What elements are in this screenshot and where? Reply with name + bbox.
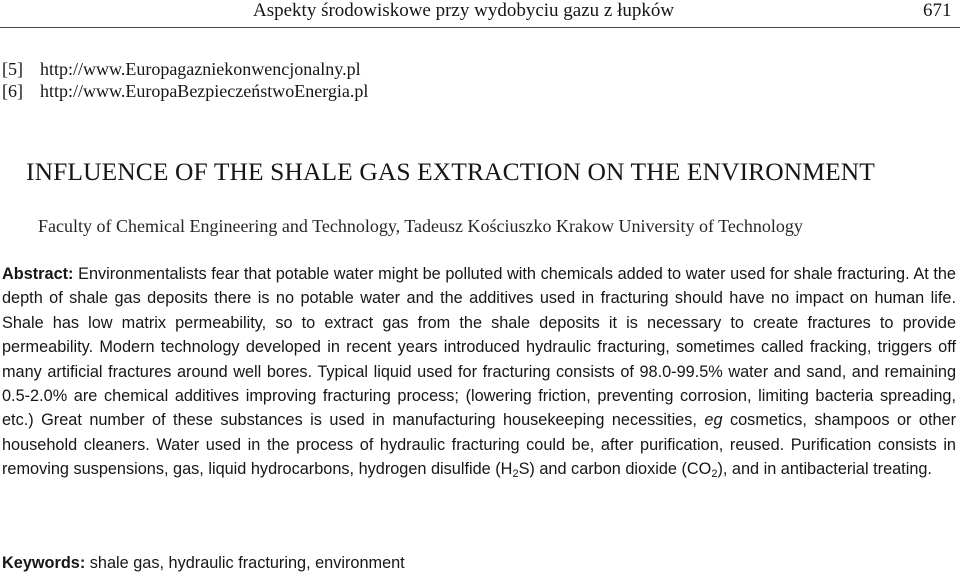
keywords-line [2,552,405,574]
reference-link[interactable]: http://www.EuropaBezpieczeństwoEnergia.pl [40,81,369,101]
subscript: 2 [711,468,718,481]
keywords-label: Keywords: [2,554,86,572]
abstract-text: cosmetics, shampoos or other household cleaners. Water used in the process of hydraulic fracturing could be, after purification, reused. Purification consists in removing suspensions, gas, liquid hydrocarbons, hydrogen disulfide (H [2,411,957,479]
abstract-label: Abstract: [2,265,74,283]
keywords-text: shale gas, hydraulic fracturing, environment [85,554,405,572]
paper-title: INFLUENCE OF THE SHALE GAS EXTRACTION ON THE ENVIRONMENT [26,157,875,186]
header-divider [0,27,960,28]
reference-item [2,58,361,80]
reference-number: [5] [2,59,23,79]
reference-link[interactable]: http://www.Europagazniekonwencjonalny.pl [40,59,361,79]
abstract-paragraph [2,262,956,482]
running-header-title: Aspekty środowiskowe przy wydobyciu gazu z łupków [253,0,675,21]
abstract-eg: eg [704,411,723,430]
page-number: 671 [923,0,952,21]
abstract-text: Environmentalists fear that potable water might be polluted with chemicals added to water used for shale fracturing. At the depth of shale gas deposits there is no potable water and the additives used in fracturing should have no impact on human life. Shale has low matrix permeability, so to extract gas from the shale deposits it is necessary to create fractures to provide permeability. Modern technology developed in recent years introduced hydraulic fracturing, sometimes called fracking, triggers off many artificial fractures around well bores. Typical liquid used for fracturing consists of 98.0-99.5% water and sand, and remaining 0.5-2.0% are chemical additives improving fracturing process; (lowering friction, preventing corrosion, limiting bacteria spreading, etc.) Great number of these substances is used in manufacturing housekeeping necessities, [2,265,956,430]
abstract-text: ), and in antibacterial treating. [717,460,932,479]
reference-number: [6] [2,81,23,101]
subscript: 2 [512,468,519,481]
reference-item [2,80,368,102]
affiliation: Faculty of Chemical Engineering and Technology, Tadeusz Kościuszko Krakow University of Technology [38,216,803,236]
abstract-text: S) and carbon dioxide (CO [518,460,712,479]
